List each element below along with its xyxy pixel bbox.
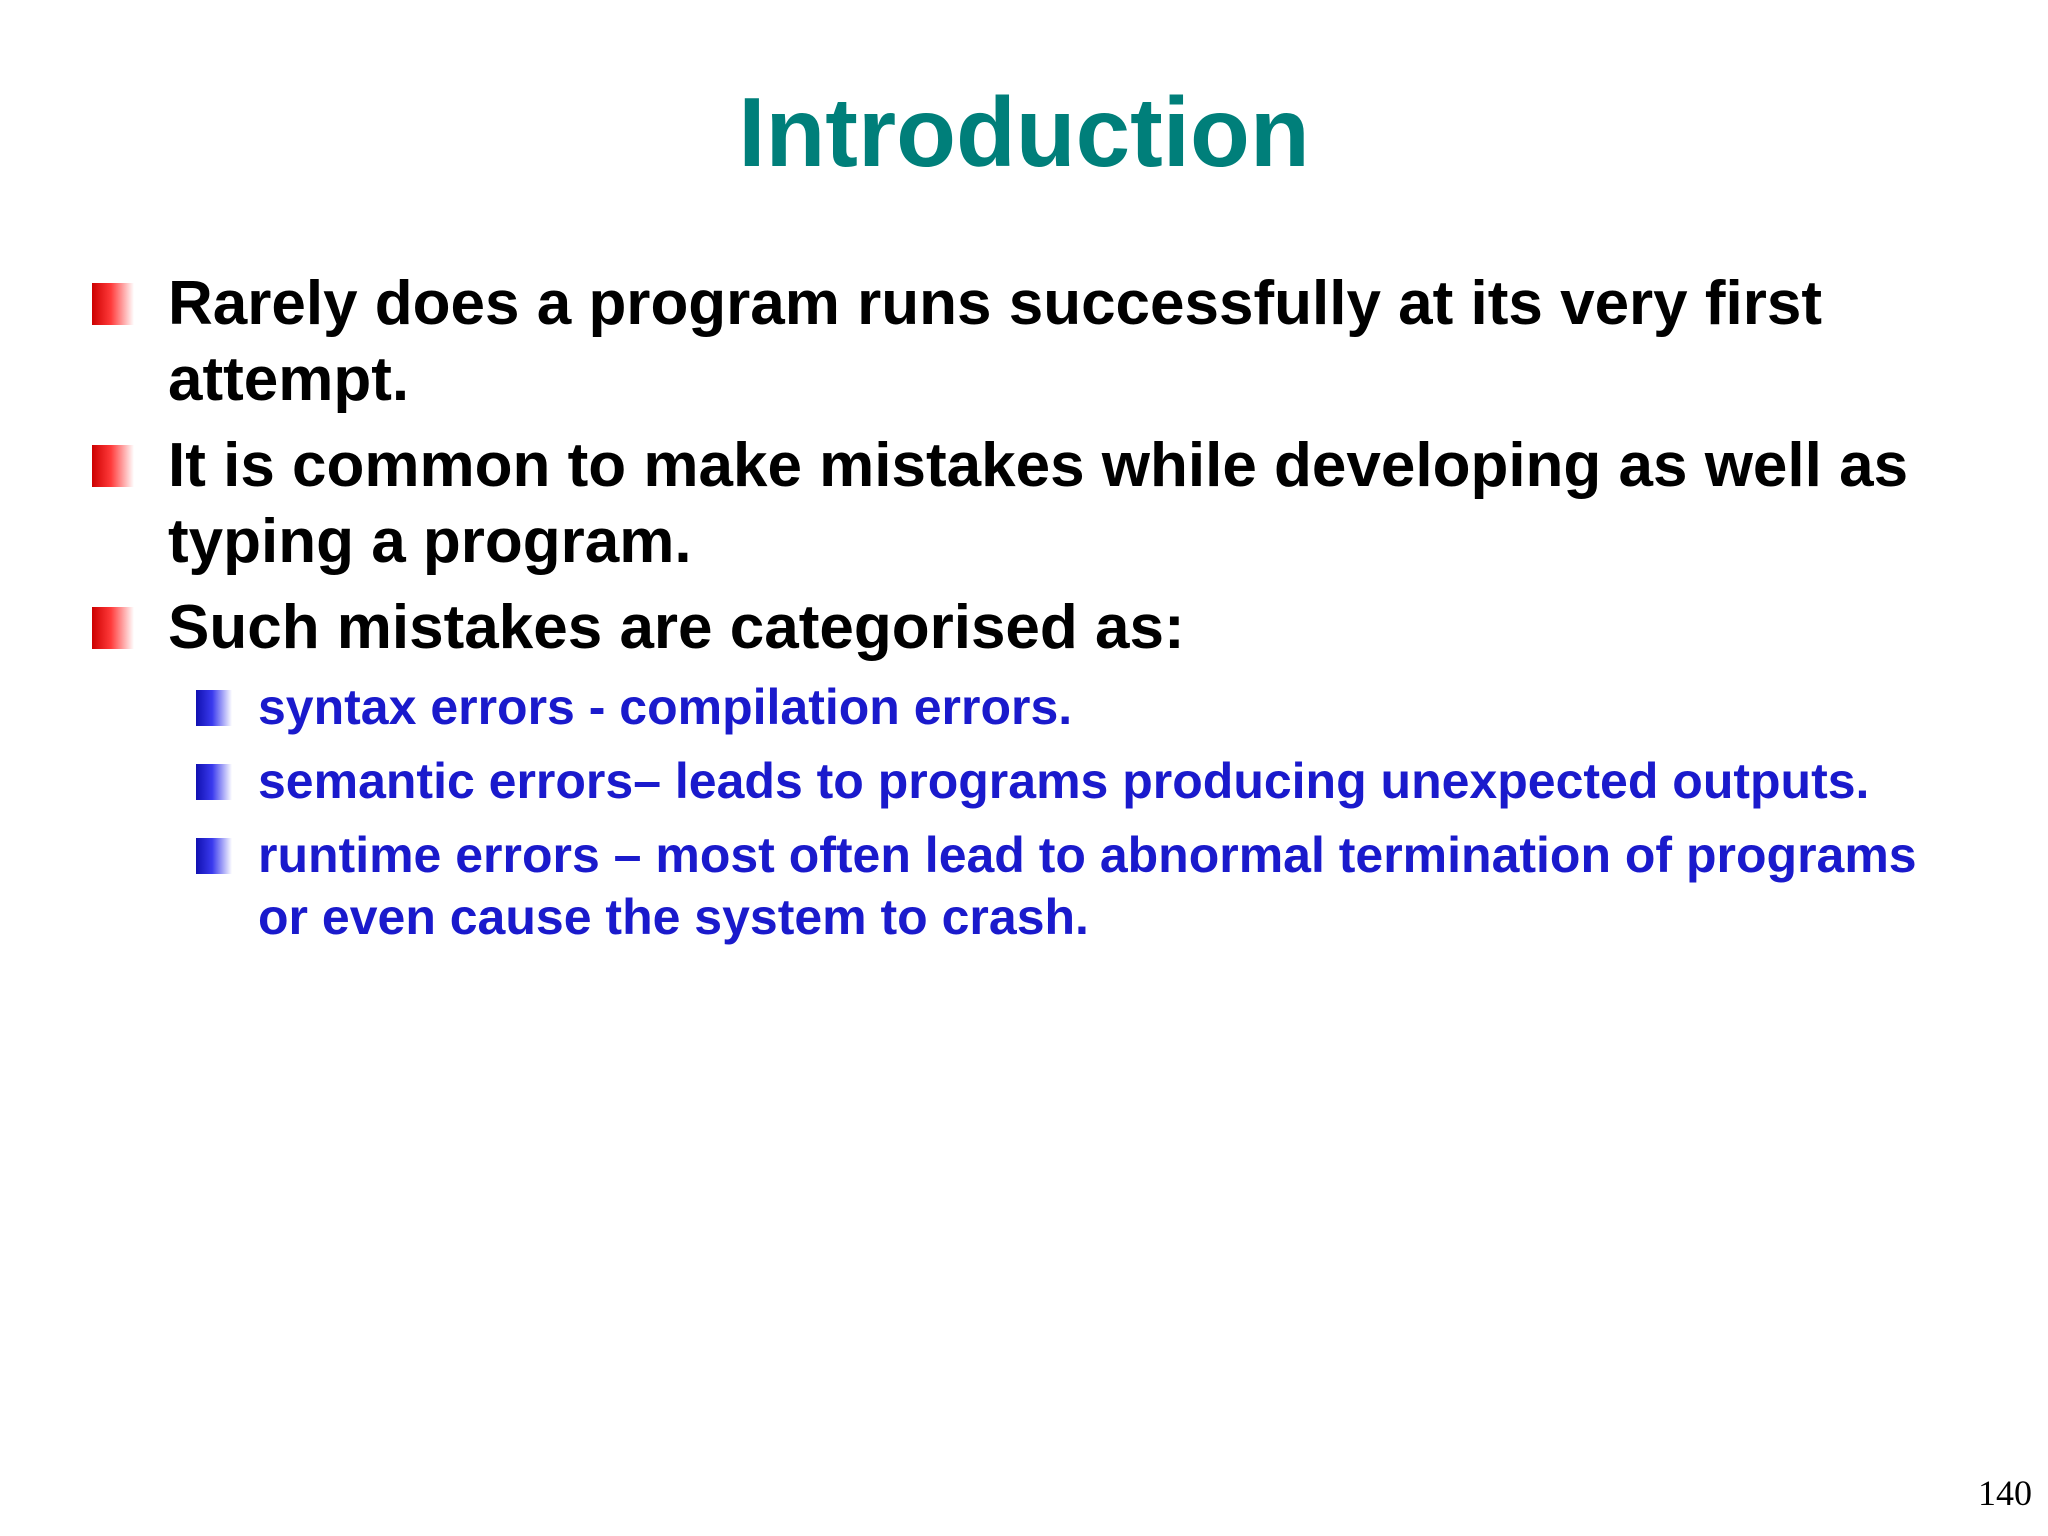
page-number: 140: [1978, 1473, 2032, 1513]
bullet-text: It is common to make mistakes while developing as well as typing a program.: [168, 431, 1909, 576]
bullet-text: Rarely does a program runs successfully at its very first attempt.: [168, 269, 1823, 414]
sub-bullet-text: syntax errors - compilation errors.: [258, 679, 1073, 735]
bullet-text: Such mistakes are categorised as:: [168, 593, 1185, 662]
sub-bullet-list: [196, 676, 1992, 948]
blue-square-bullet-icon: [196, 690, 232, 726]
bullet-item-3: [92, 590, 1992, 666]
blue-square-bullet-icon: [196, 838, 232, 874]
sub-bullet-text: runtime errors – most often lead to abnormal termination of programs or even cause the system to crash.: [258, 827, 1917, 945]
sub-bullet-text: semantic errors– leads to programs producing unexpected outputs.: [258, 753, 1870, 809]
bullet-item-1: [92, 266, 1992, 418]
sub-bullet-item-3: [196, 824, 1978, 948]
bullet-list: [92, 266, 1992, 960]
sub-bullet-item-1: [196, 676, 1978, 738]
bullet-item-2: [92, 428, 1992, 580]
red-square-bullet-icon: [92, 445, 134, 487]
blue-square-bullet-icon: [196, 764, 232, 800]
sub-bullet-item-2: [196, 750, 1978, 812]
slide-title: Introduction: [738, 77, 1310, 187]
red-square-bullet-icon: [92, 607, 134, 649]
red-square-bullet-icon: [92, 283, 134, 325]
